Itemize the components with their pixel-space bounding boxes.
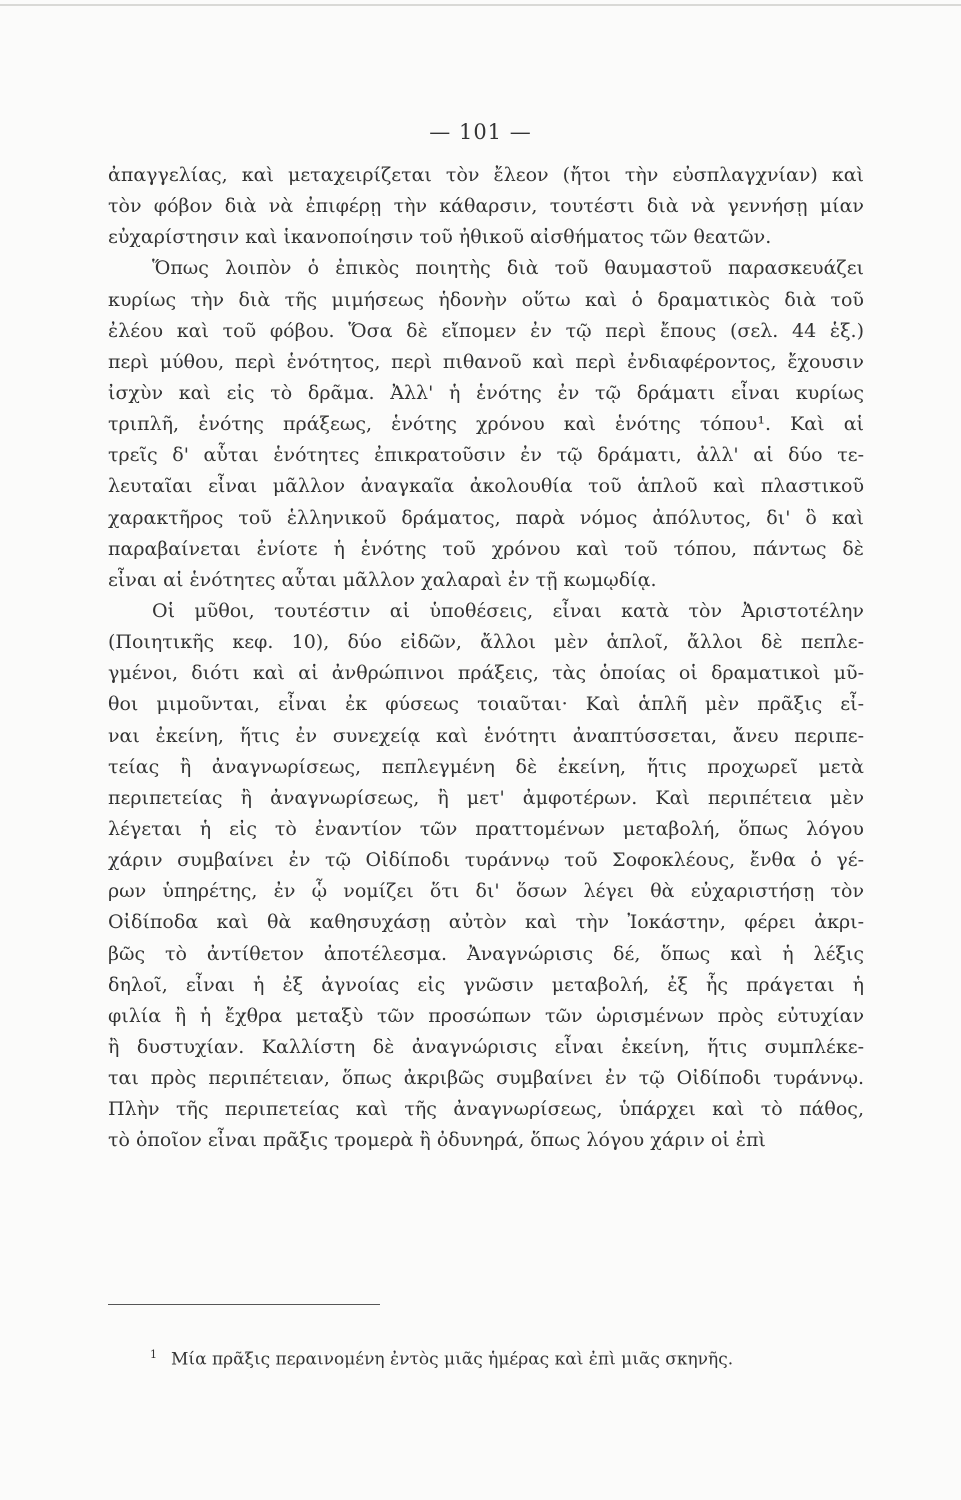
text-line-28: φιλία ἢ ἡ ἔχθρα μεταξὺ τῶν προσώπων τῶν ὡρισμένων πρὸς εὐτυχίαν <box>108 1004 864 1027</box>
text-line-1: ἀπαγγελίας, καὶ μεταχειρίζεται τὸν ἔλεον (ἤτοι τὴν εὐσπλαγχνίαν) καὶ <box>108 164 864 186</box>
footnote-divider <box>108 1304 380 1305</box>
text-line-17: γμένοι, διότι καὶ αἱ ἀνθρώπινοι πράξεις, τὰς ὁποίας οἱ δραματικοὶ μῦ- <box>108 662 864 685</box>
text-line-13: παραβαίνεται ἐνίοτε ἡ ἑνότης τοῦ χρόνου καὶ τοῦ τόπου, πάντως δὲ <box>108 537 864 560</box>
text-line-6: ἐλέου καὶ τοῦ φόβου. Ὅσα δὲ εἴπομεν ἐν τῷ περὶ ἔπους (σελ. 44 ἑξ.) <box>108 319 864 342</box>
text-line-22: λέγεται ἡ εἰς τὸ ἐναντίον τῶν πραττομένων μεταβολή, ὅπως λόγου <box>108 817 864 840</box>
text-line-30: ται πρὸς περιπέτειαν, ὅπως ἀκριβῶς συμβαίνει ἐν τῷ Οἰδίποδι τυράννῳ. <box>108 1067 864 1090</box>
text-line-12: χαρακτῆρος τοῦ ἑλληνικοῦ δράματος, παρὰ νόμος ἀπόλυτος, δι' ὃ καὶ <box>108 506 864 529</box>
text-line-10: τρεῖς δ' αὗται ἑνότητες ἐπικρατοῦσιν ἐν τῷ δράματι, ἀλλ' αἱ δύο τε- <box>108 444 864 467</box>
text-line-11: λευταῖαι εἶναι μᾶλλον ἀναγκαῖα ἀκολουθία τοῦ ἁπλοῦ καὶ πλαστικοῦ <box>108 475 864 498</box>
text-line-32: τὸ ὁποῖον εἶναι πρᾶξις τρομερὰ ἢ ὀδυνηρά, ὅπως λόγου χάριν οἱ ἐπὶ <box>108 1129 766 1152</box>
text-line-3: εὐχαρίστησιν καὶ ἱκανοποίησιν τοῦ ἠθικοῦ αἰσθήματος τῶν θεατῶν. <box>108 226 772 249</box>
text-line-5: κυρίως τὴν διὰ τῆς μιμήσεως ἡδονὴν οὕτω καὶ ὁ δραματικὸς διὰ τοῦ <box>108 288 864 311</box>
top-edge-rule <box>0 4 961 6</box>
text-line-24: ρων ὑπηρέτης, ἐν ᾧ νομίζει ὅτι δι' ὅσων λέγει θὰ εὐχαριστήσῃ τὸν <box>108 880 864 903</box>
text-line-2: τὸν φόβον διὰ νὰ ἐπιφέρῃ τὴν κάθαρσιν, τουτέστι διὰ νὰ γεννήσῃ μίαν <box>108 195 864 218</box>
text-line-27: δηλοῖ, εἶναι ἡ ἐξ ἀγνοίας εἰς γνῶσιν μεταβολή, ἐξ ἧς πράγεται ἡ <box>108 973 864 996</box>
text-line-8: ἰσχὺν καὶ εἰς τὸ δρᾶμα. Ἀλλ' ἡ ἑνότης ἐν τῷ δράματι εἶναι κυρίως <box>108 381 864 404</box>
footnote <box>150 1348 733 1370</box>
footnote-text: Μία πρᾶξις περαινομένη ἐντὸς μιᾶς ἡμέρας καὶ ἐπὶ μιᾶς σκηνῆς. <box>171 1349 734 1370</box>
page-number: — 101 — <box>429 120 532 144</box>
text-line-7: περὶ μύθου, περὶ ἑνότητος, περὶ πιθανοῦ καὶ περὶ ἐνδιαφέροντος, ἔχουσιν <box>108 350 864 373</box>
text-line-31: Πλὴν τῆς περιπετείας καὶ τῆς ἀναγνωρίσεως, ὑπάρχει καὶ τὸ πάθος, <box>108 1098 864 1121</box>
text-line-14: εἶναι αἱ ἑνότητες αὗται μᾶλλον χαλαραὶ ἐν τῇ κωμῳδίᾳ. <box>108 568 657 591</box>
text-line-23: χάριν συμβαίνει ἐν τῷ Οἰδίποδι τυράννῳ τοῦ Σοφοκλέους, ἔνθα ὁ γέ- <box>108 849 864 872</box>
footnote-marker: 1 <box>150 1348 157 1361</box>
text-line-19: ναι ἐκείνη, ἥτις ἐν συνεχείᾳ καὶ ἑνότητι ἀναπτύσσεται, ἄνευ περιπε- <box>108 724 864 747</box>
text-line-4: Ὅπως λοιπὸν ὁ ἐπικὸς ποιητὴς διὰ τοῦ θαυμαστοῦ παρασκευάζει <box>152 257 864 280</box>
text-line-20: τείας ἢ ἀναγνωρίσεως, πεπλεγμένη δὲ ἐκείνη, ἥτις προχωρεῖ μετὰ <box>108 755 864 778</box>
text-line-25: Οἰδίποδα καὶ θὰ καθησυχάσῃ αὐτὸν καὶ τὴν Ἰοκάστην, φέρει ἀκρι- <box>108 911 864 934</box>
text-line-15: Οἱ μῦθοι, τουτέστιν αἱ ὑποθέσεις, εἶναι κατὰ τὸν Ἀριστοτέλην <box>152 599 864 622</box>
text-line-9: τριπλῆ, ἑνότης πράξεως, ἑνότης χρόνου καὶ ἑνότης τόπου¹. Καὶ αἱ <box>108 413 864 436</box>
text-line-16: (Ποιητικῆς κεφ. 10), δύο εἰδῶν, ἄλλοι μὲν ἁπλοῖ, ἄλλοι δὲ πεπλε- <box>108 631 864 654</box>
text-line-29: ἢ δυστυχίαν. Καλλίστη δὲ ἀναγνώρισις εἶναι ἐκείνη, ἥτις συμπλέκε- <box>108 1035 864 1058</box>
text-line-21: περιπετείας ἢ ἀναγνωρίσεως, ἢ μετ' ἀμφοτέρων. Καὶ περιπέτεια μὲν <box>108 786 864 809</box>
text-line-18: θοι μιμοῦνται, εἶναι ἐκ φύσεως τοιαῦται· Καὶ ἁπλῆ μὲν πρᾶξις εἶ- <box>108 693 864 716</box>
body-text <box>108 160 864 1157</box>
text-line-26: βῶς τὸ ἀντίθετον ἀποτέλεσμα. Ἀναγνώρισις δέ, ὅπως καὶ ἡ λέξις <box>108 942 864 965</box>
